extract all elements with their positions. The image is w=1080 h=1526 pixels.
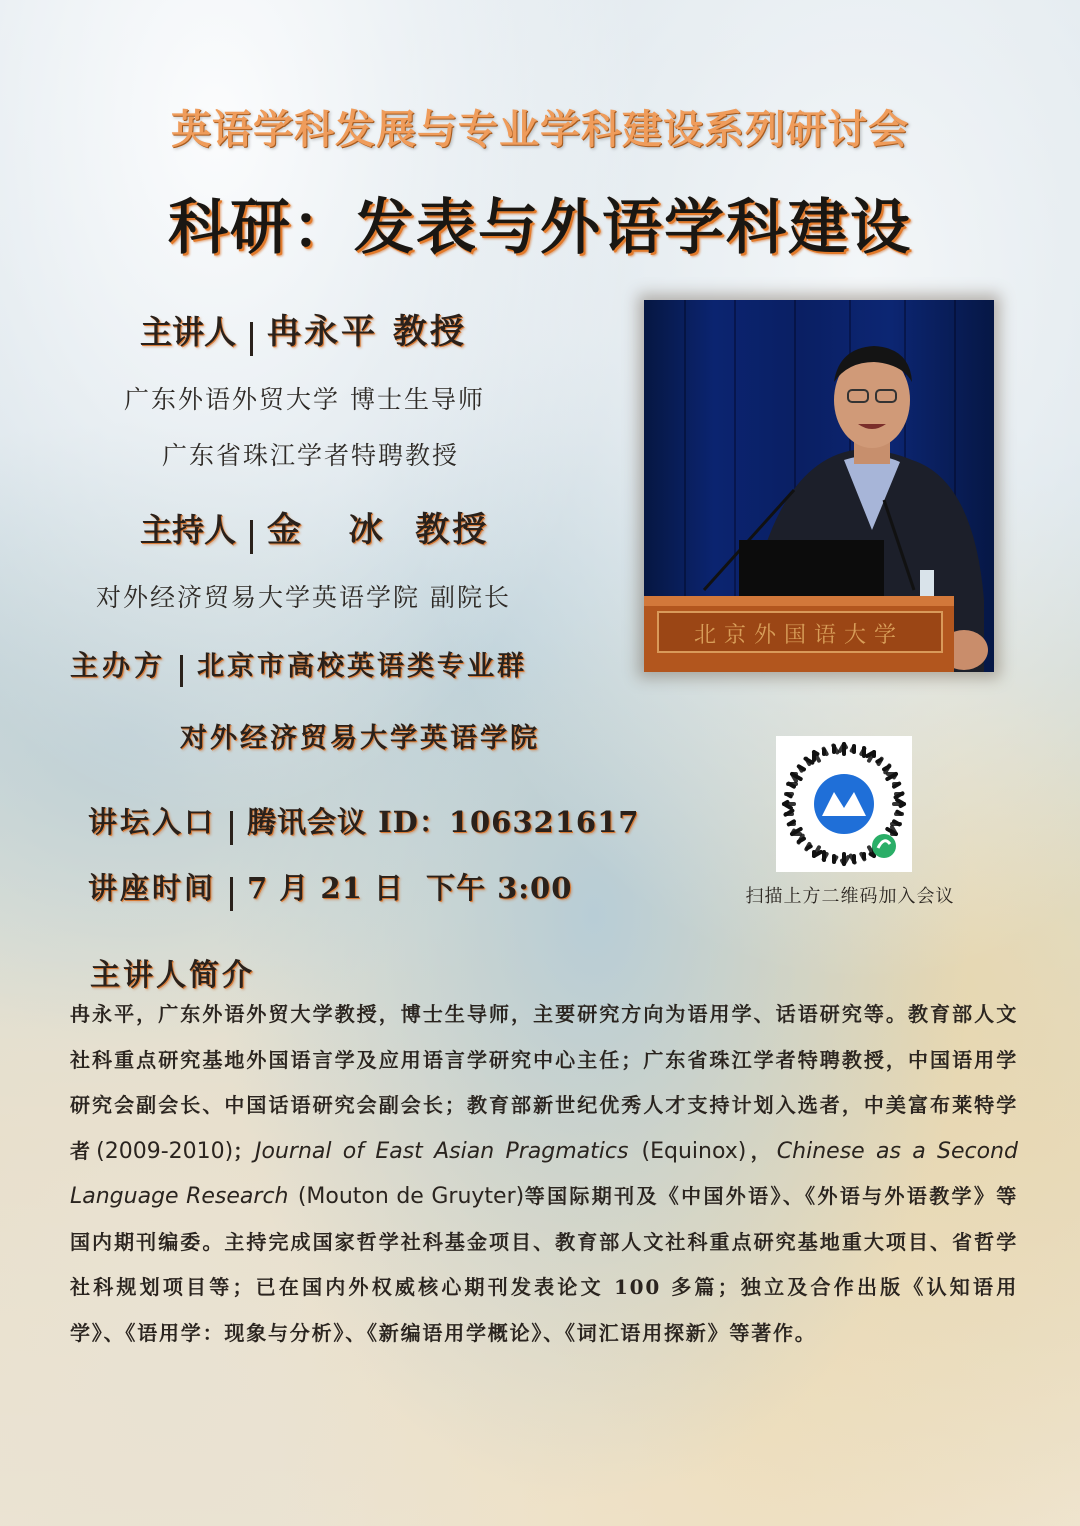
speaker-label: 主讲人 xyxy=(140,313,237,351)
bio-text xyxy=(70,992,1018,1356)
qr-code[interactable] xyxy=(776,736,912,872)
divider xyxy=(250,322,253,356)
organizer-line-1: 北京市高校英语类专业群 xyxy=(197,651,528,682)
host-label: 主持人 xyxy=(140,511,237,549)
journal-2: Chinese as a Second Language Research xyxy=(70,1138,1018,1209)
time-row xyxy=(88,866,572,911)
divider xyxy=(250,520,253,554)
speaker-title-1: 广东外语外贸大学 博士生导师 xyxy=(124,385,485,414)
bio-part-2: 等国际期刊及《中国外语》、《外语与外语教学》等国内期刊编委。主持完成国家哲学社科基金项目、教育部人文社科重点研究基地重大项目、省哲学社科规划项目等；已在国内外权威核心期刊发表论文 100 多篇；独立及合作出版《认知语用学》、《语用学：现象与分析》、《新编语用学概论》、《词汇语用探新》等著作。 xyxy=(70,1184,1019,1345)
divider xyxy=(230,877,233,911)
bio-sep-2: ， xyxy=(746,1138,777,1163)
organizer-line-2: 对外经济贸易大学英语学院 xyxy=(180,723,540,754)
time-label: 讲座时间 xyxy=(88,871,217,905)
host-row xyxy=(140,502,489,554)
bio-part-1: 冉永平，广东外语外贸大学教授，博士生导师，主要研究方向为语用学、话语研究等。教育部人文社科重点研究基地外国语言学及应用语言学研究中心主任；广东省珠江学者特聘教授，中国语用学研究会副会长、中国话语研究会副会长；教育部新世纪优秀人才支持计划入选者，中美富布莱特学者 xyxy=(70,1002,1018,1163)
publisher-2: (Mouton de Gruyter) xyxy=(297,1184,525,1209)
series-title: 英语学科发展与专业学科建设系列研讨会 xyxy=(171,106,909,153)
time-value: 7 月 21 日 下午 3:00 xyxy=(247,871,573,905)
speaker-row xyxy=(140,304,467,356)
speaker-title-2: 广东省珠江学者特聘教授 xyxy=(162,441,460,470)
main-title: 科研：发表与外语学科建设 xyxy=(168,193,912,263)
meeting-id[interactable]: 腾讯会议 ID：106321617 xyxy=(247,805,640,839)
entry-row xyxy=(88,800,639,845)
speaker-photo xyxy=(644,300,994,672)
bio-years: (2009-2010) xyxy=(96,1138,234,1164)
speaker-name: 冉永平 教授 xyxy=(267,312,467,352)
host-name: 金 冰 教授 xyxy=(267,510,490,550)
divider xyxy=(180,655,183,687)
organizer-label: 主办方 xyxy=(70,649,167,682)
podium-text: 北京外国语大学 xyxy=(693,623,904,648)
qr-caption: 扫描上方二维码加入会议 xyxy=(745,886,955,907)
bio-sep-1: ； xyxy=(233,1138,256,1163)
divider xyxy=(230,811,233,845)
publisher-1: (Equinox) xyxy=(641,1138,747,1164)
host-title: 对外经济贸易大学英语学院 副院长 xyxy=(96,583,511,612)
organizer-row xyxy=(70,644,527,687)
journal-1: Journal of East Asian Pragmatics xyxy=(255,1138,629,1164)
bio-heading: 主讲人简介 xyxy=(90,958,255,993)
entry-label: 讲坛入口 xyxy=(88,805,217,839)
